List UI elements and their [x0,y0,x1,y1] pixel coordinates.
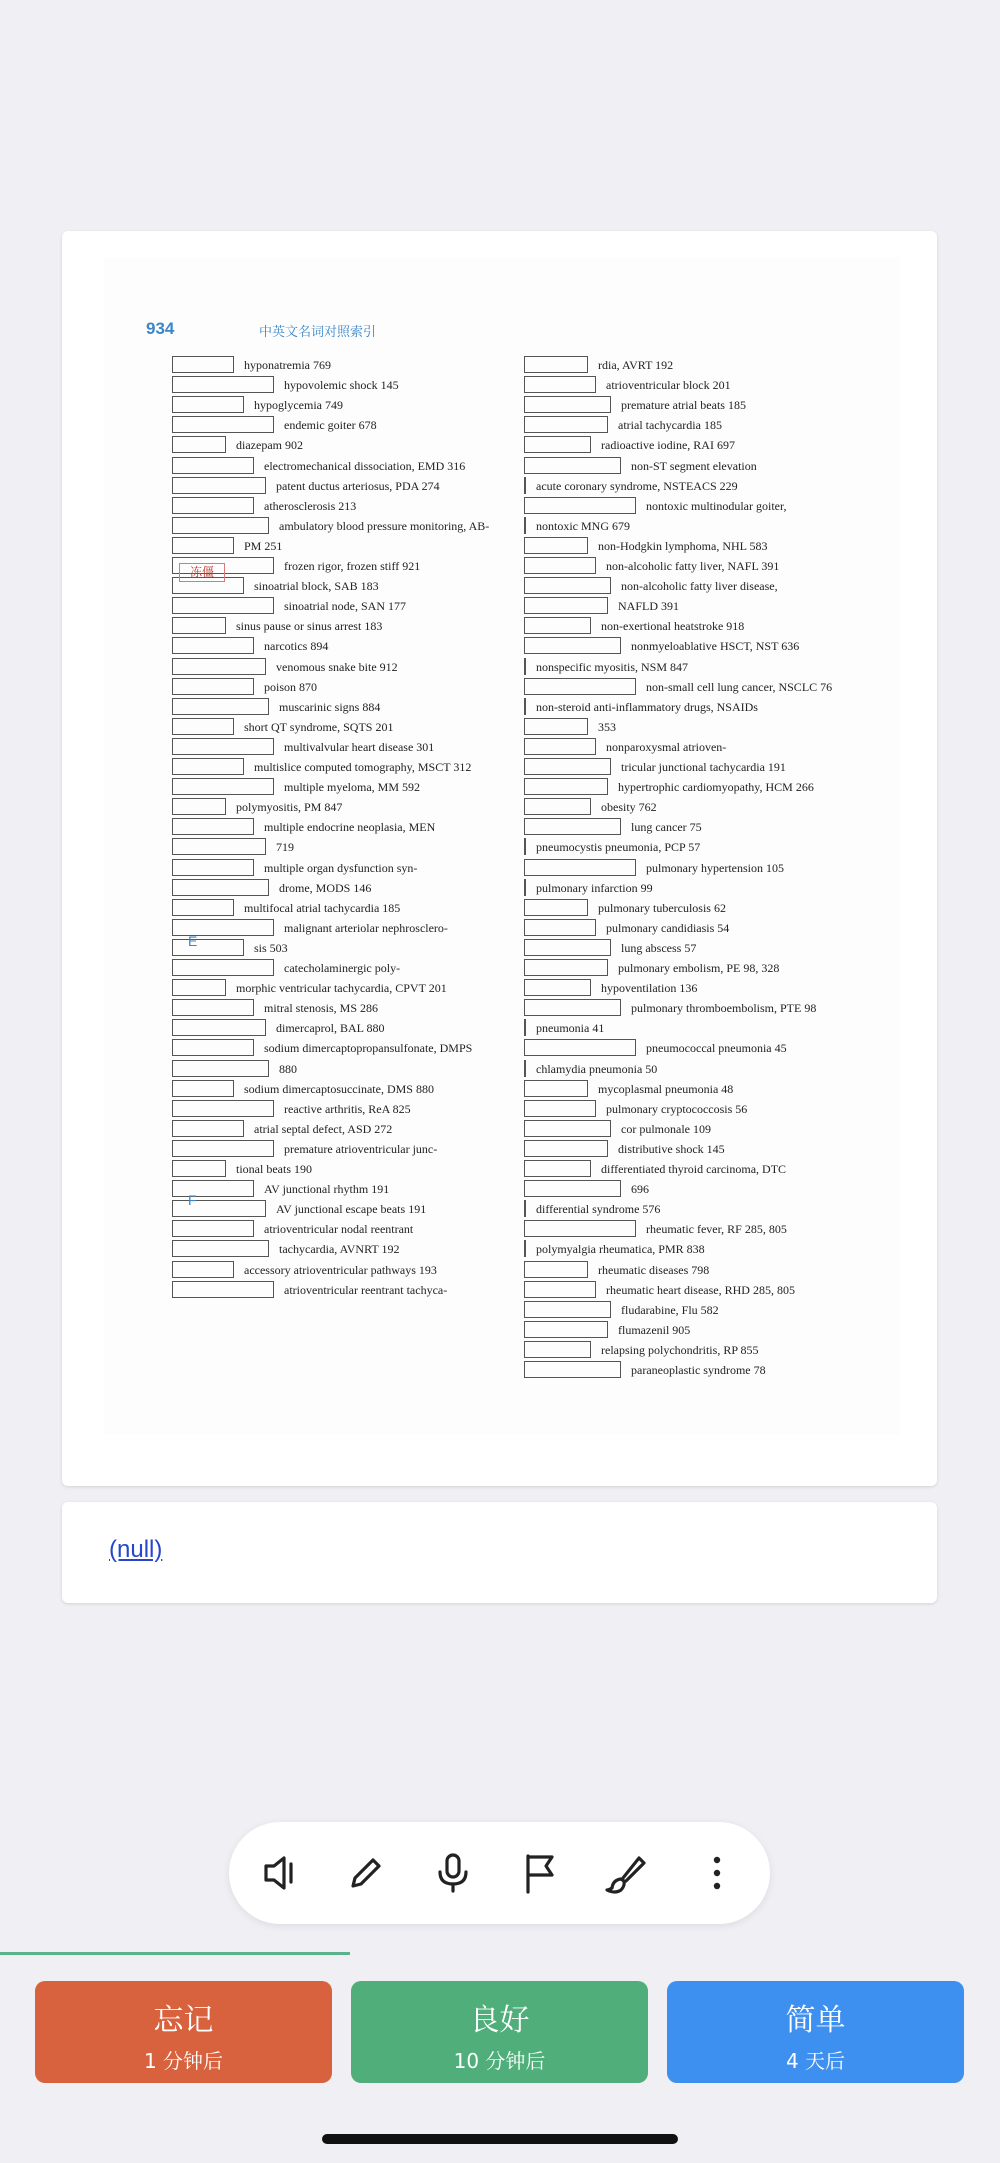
index-entry: venomous snake bite 912 [276,659,398,674]
good-label: 良好 [469,2003,530,2038]
index-entry: tricular junctional tachycardia 191 [621,760,786,774]
redacted-term-box [172,376,274,393]
index-entry: pulmonary candidiasis 54 [606,920,730,935]
redacted-term-box [524,979,591,996]
redacted-term-box [172,356,234,373]
index-entry: non-alcoholic fatty liver disease, [621,579,778,594]
index-entry: nonparoxysmal atrioven- [606,739,727,754]
redacted-term-box [172,1140,274,1157]
again-label: 忘记 [153,2003,214,2038]
index-entry: pulmonary embolism, PE 98, 328 [618,961,780,975]
index-entry: polymyalgia rheumatica, PMR 838 [536,1242,705,1257]
index-entry: sis 503 [254,940,288,955]
index-entry: nonmyeloablative HSCT, NST 636 [631,639,800,654]
redacted-term-box [524,396,611,413]
index-entry: sinoatrial block, SAB 183 [254,579,379,594]
redacted-term-box [524,597,608,614]
index-entry: rheumatic diseases 798 [598,1262,710,1277]
redacted-term-box [524,1301,611,1318]
redacted-term-box [172,416,274,433]
redacted-term-box [524,1060,526,1077]
index-entry: ambulatory blood pressure monitoring, AB- [279,518,490,533]
redacted-term-box [172,1019,266,1036]
index-entry: non-Hodgkin lymphoma, NHL 583 [598,538,768,553]
index-entry: multiple organ dysfunction syn- [264,860,418,875]
review-progress-bar [0,1952,350,1955]
redacted-term-box [524,537,588,554]
redacted-term-box [172,1060,269,1077]
redacted-term-box [172,396,244,413]
index-entry: rheumatic heart disease, RHD 285, 805 [606,1282,795,1297]
good-button[interactable] [351,1981,648,2083]
redacted-term-box [524,577,611,594]
index-entry: pulmonary tuberculosis 62 [598,900,726,915]
index-entry: pneumonia 41 [536,1021,605,1036]
index-entry: differential syndrome 576 [536,1202,661,1217]
redacted-term-box [524,1080,588,1097]
index-entry: AV junctional rhythm 191 [264,1182,390,1197]
index-entry: narcotics 894 [264,639,329,654]
index-entry: mitral stenosis, MS 286 [264,1001,379,1016]
index-entry: sinus pause or sinus arrest 183 [236,619,383,634]
redacted-term-box [524,1240,526,1257]
index-entry: non-steroid anti-inflammatory drugs, NSAIDs [536,699,758,714]
redacted-term-box [172,637,254,654]
index-entry: lung cancer 75 [631,820,702,835]
redacted-term-box [524,818,621,835]
redacted-term-box [524,959,608,976]
redacted-term-box [524,678,636,695]
redacted-term-box [172,436,226,453]
index-entry: tional beats 190 [236,1162,312,1176]
redacted-term-box [524,416,608,433]
redacted-term-box [172,879,269,896]
index-entry: short QT syndrome, SQTS 201 [244,719,394,734]
index-entry: nontoxic MNG 679 [536,518,630,533]
speaker-mute-icon[interactable] [256,1848,306,1898]
index-entry: nonspecific myositis, NSM 847 [536,659,688,674]
redacted-term-box [172,1200,266,1217]
redacted-term-box [524,457,621,474]
index-entry: pneumococcal pneumonia 45 [646,1041,787,1056]
index-entry: sodium dimercaptosuccinate, DMS 880 [244,1081,434,1096]
pencil-icon[interactable] [341,1848,391,1898]
index-entry: pulmonary hypertension 105 [646,860,784,875]
index-entry: polymyositis, PM 847 [236,800,343,815]
index-entry: premature atrial beats 185 [621,398,746,413]
redacted-term-box [524,1281,596,1298]
index-entry: diazepam 902 [236,438,303,453]
redacted-term-box [524,376,596,393]
redacted-term-box [524,517,526,534]
redacted-term-box [172,859,254,876]
index-entry: NAFLD 391 [618,599,680,614]
home-indicator[interactable] [322,2134,678,2144]
redacted-term-box [172,698,269,715]
redacted-term-box [524,497,636,514]
easy-label: 简单 [785,2003,846,2038]
redacted-term-box [524,617,591,634]
index-entry: nontoxic multinodular goiter, [646,498,787,513]
redacted-term-box [524,879,526,896]
index-entry: differentiated thyroid carcinoma, DTC [601,1162,787,1176]
redacted-term-box [172,658,266,675]
index-entry: atrioventricular reentrant tachyca- [284,1282,448,1297]
index-entry: premature atrioventricular junc- [284,1141,438,1156]
index-entry: multifocal atrial tachycardia 185 [244,900,401,915]
dictionary-page-image [104,257,900,1435]
index-entry: muscarinic signs 884 [279,699,381,714]
index-entry: non-alcoholic fatty liver, NAFL 391 [606,559,780,573]
marked-word[interactable]: 冻僵 [179,563,225,582]
redacted-term-box [524,738,596,755]
redacted-term-box [172,678,254,695]
redacted-term-box [172,778,274,795]
easy-interval: 4 天后 [785,2049,846,2073]
redacted-term-box [524,919,596,936]
index-entry: pulmonary thromboembolism, PTE 98 [631,1001,817,1016]
index-entry: distributive shock 145 [618,1141,725,1156]
redacted-term-box [524,999,621,1016]
section-letter-f: F [188,1192,197,1208]
index-entry: non-small cell lung cancer, NSCLC 76 [646,679,833,694]
again-button[interactable] [35,1981,332,2083]
index-entry: dimercaprol, BAL 880 [276,1021,385,1036]
redacted-term-box [524,477,526,494]
index-entry: drome, MODS 146 [279,880,372,895]
redacted-term-box [524,1100,596,1117]
redacted-term-box [172,718,234,735]
redacted-term-box [172,597,274,614]
redacted-term-box [524,698,526,715]
redacted-term-box [524,1220,636,1237]
redacted-term-box [524,1039,636,1056]
null-link[interactable]: (null) [109,1536,163,1563]
index-entry: atrial tachycardia 185 [618,418,722,433]
index-entry: cor pulmonale 109 [621,1121,711,1136]
section-letter-e: E [188,933,198,949]
redacted-term-box [172,1281,274,1298]
index-entry: endemic goiter 678 [284,418,377,433]
redacted-term-box [524,1321,608,1338]
index-entry: tachycardia, AVNRT 192 [279,1242,400,1257]
index-entry: sodium dimercaptopropansulfonate, DMPS [264,1041,473,1056]
redacted-term-box [524,637,621,654]
redacted-term-box [172,758,244,775]
redacted-term-box [172,1220,254,1237]
redacted-term-box [524,838,526,855]
redacted-term-box [172,959,274,976]
index-entry: mycoplasmal pneumonia 48 [598,1081,734,1096]
redacted-term-box [172,1080,234,1097]
redacted-term-box [172,1240,269,1257]
redacted-term-box [172,838,266,855]
redacted-term-box [172,1039,254,1056]
index-entry: relapsing polychondritis, RP 855 [601,1342,759,1357]
index-entry: frozen rigor, frozen stiff 921 [284,559,421,573]
index-entry: pulmonary infarction 99 [536,880,653,895]
index-entry: hypovolemic shock 145 [284,378,399,393]
redacted-term-box [172,798,226,815]
redacted-term-box [172,979,226,996]
redacted-term-box [172,1180,254,1197]
card-front-image [62,231,937,1486]
index-entry: atherosclerosis 213 [264,498,357,513]
more-vertical-icon[interactable] [692,1848,742,1898]
redacted-term-box [172,1261,234,1278]
redacted-term-box [172,939,244,956]
redacted-term-box [524,1361,621,1378]
redacted-term-box [172,738,274,755]
index-entry: accessory atrioventricular pathways 193 [244,1262,437,1277]
redacted-term-box [524,718,588,735]
card-back-field [62,1502,937,1603]
index-entry: rheumatic fever, RF 285, 805 [646,1222,787,1237]
index-entry: poison 870 [264,679,318,694]
flag-icon[interactable] [515,1848,565,1898]
easy-button[interactable] [667,1981,964,2083]
index-entry: 880 [279,1061,297,1076]
index-entry: hypertrophic cardiomyopathy, HCM 266 [618,780,814,795]
index-entry: malignant arteriolar nephrosclero- [284,920,448,935]
brush-icon[interactable] [601,1848,651,1898]
redacted-term-box [172,1100,274,1117]
redacted-term-box [524,899,588,916]
redacted-term-box [524,1140,608,1157]
index-entry: acute coronary syndrome, NSTEACS 229 [536,478,738,493]
index-entry: lung abscess 57 [621,940,697,955]
good-interval: 10 分钟后 [453,2049,546,2073]
index-entry: non-exertional heatstroke 918 [601,619,745,634]
index-entry: patent ductus arteriosus, PDA 274 [276,478,440,493]
index-entry: fludarabine, Flu 582 [621,1302,719,1317]
redacted-term-box [524,1160,591,1177]
redacted-term-box [524,436,591,453]
redacted-term-box [172,899,234,916]
index-entry: 696 [631,1182,649,1197]
again-interval: 1 分钟后 [143,2049,224,2073]
index-entry: electromechanical dissociation, EMD 316 [264,458,466,473]
page-number: 934 [146,319,175,338]
redacted-term-box [524,1261,588,1278]
redacted-term-box [172,1120,244,1137]
index-entry: pulmonary cryptococcosis 56 [606,1101,748,1116]
index-entry: rdia, AVRT 192 [598,358,674,372]
index-entry: hypoglycemia 749 [254,398,343,413]
index-entry: pneumocystis pneumonia, PCP 57 [536,840,701,855]
redacted-term-box [524,1120,611,1137]
index-entry: hyponatremia 769 [244,358,331,372]
redacted-term-box [524,1200,526,1217]
redacted-term-box [172,999,254,1016]
redacted-term-box [524,658,526,675]
index-entry: multivalvular heart disease 301 [284,739,435,754]
redacted-term-box [524,939,611,956]
index-entry: multislice computed tomography, MSCT 312 [254,760,472,774]
redacted-term-box [172,1160,226,1177]
index-entry: atrioventricular block 201 [606,378,731,393]
index-entry: obesity 762 [601,800,657,815]
redacted-term-box [524,1180,621,1197]
redacted-term-box [524,798,591,815]
index-entry: 353 [598,719,616,734]
redacted-term-box [172,517,269,534]
index-entry: atrial septal defect, ASD 272 [254,1121,393,1136]
redacted-term-box [524,859,636,876]
index-entry: atrioventricular nodal reentrant [264,1222,414,1237]
index-entry: radioactive iodine, RAI 697 [601,438,735,453]
redacted-term-box [172,537,234,554]
page-title: 中英文名词对照索引 [259,325,377,340]
index-entry: chlamydia pneumonia 50 [536,1061,658,1076]
redacted-term-box [524,1341,591,1358]
redacted-term-box [172,477,266,494]
index-entry: reactive arthritis, ReA 825 [284,1101,411,1116]
index-entry: morphic ventricular tachycardia, CPVT 201 [236,981,447,996]
index-entry: AV junctional escape beats 191 [276,1202,427,1217]
index-entry: multiple myeloma, MM 592 [284,780,420,795]
redacted-term-box [524,758,611,775]
index-entry: sinoatrial node, SAN 177 [284,599,406,614]
redacted-term-box [172,617,226,634]
microphone-icon[interactable] [428,1848,478,1898]
redacted-term-box [172,497,254,514]
index-entry: hypoventilation 136 [601,981,698,996]
index-entry: flumazenil 905 [618,1322,691,1337]
redacted-term-box [524,557,596,574]
index-entry: PM 251 [244,538,283,553]
index-entry: 719 [276,840,294,855]
review-toolbar [229,1822,770,1924]
redacted-term-box [524,1019,526,1036]
index-entry: multiple endocrine neoplasia, MEN [264,820,436,835]
index-entry: catecholaminergic poly- [284,961,401,975]
redacted-term-box [524,778,608,795]
index-entry: paraneoplastic syndrome 78 [631,1363,766,1377]
redacted-term-box [172,818,254,835]
redacted-term-box [172,457,254,474]
redacted-term-box [524,356,588,373]
index-entry: non-ST segment elevation [631,458,757,473]
